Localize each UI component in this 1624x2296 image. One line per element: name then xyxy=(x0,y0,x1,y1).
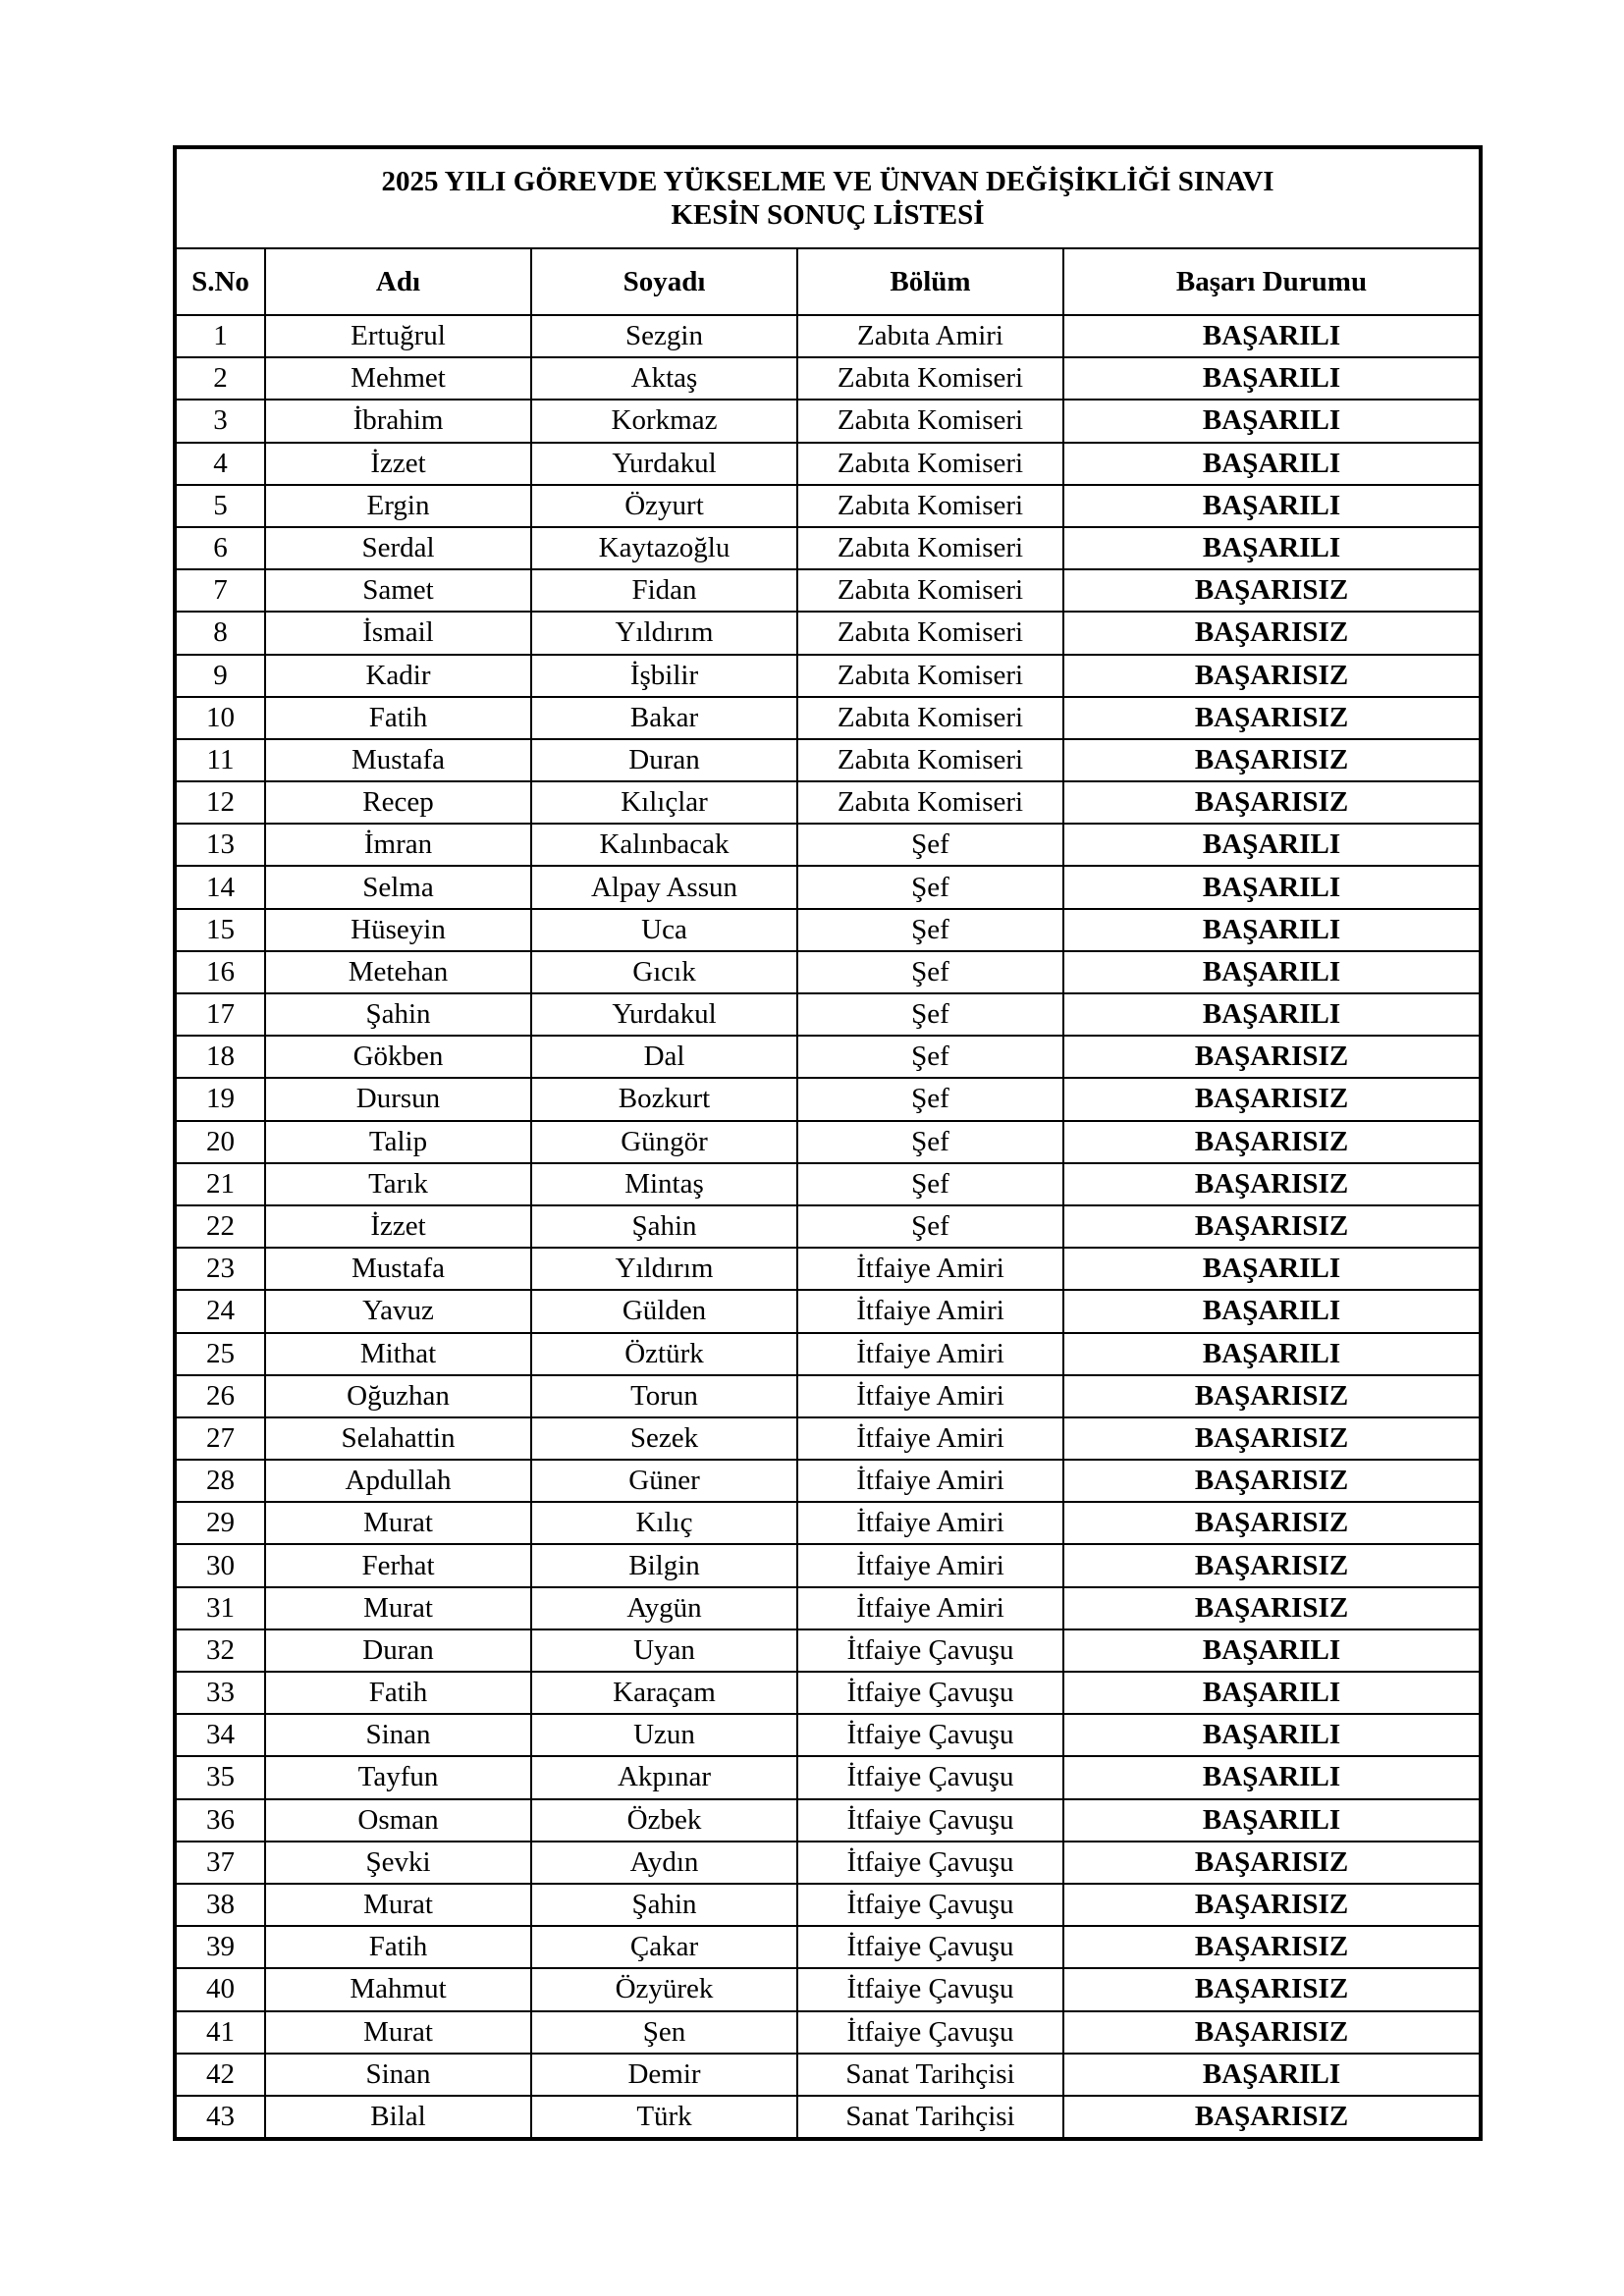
cell-department: İtfaiye Amiri xyxy=(797,1587,1063,1629)
cell-status: BAŞARILI xyxy=(1063,909,1481,951)
cell-status: BAŞARISIZ xyxy=(1063,2096,1481,2139)
cell-name: Mustafa xyxy=(265,739,531,781)
cell-name: Tarık xyxy=(265,1163,531,1205)
cell-sno: 28 xyxy=(175,1460,265,1502)
cell-sno: 41 xyxy=(175,2011,265,2054)
cell-status: BAŞARISIZ xyxy=(1063,1968,1481,2010)
cell-sno: 20 xyxy=(175,1121,265,1163)
cell-name: Sinan xyxy=(265,1714,531,1756)
cell-status: BAŞARILI xyxy=(1063,485,1481,527)
cell-status: BAŞARISIZ xyxy=(1063,569,1481,612)
cell-sno: 9 xyxy=(175,655,265,697)
cell-status: BAŞARILI xyxy=(1063,443,1481,485)
cell-sno: 24 xyxy=(175,1290,265,1332)
cell-sno: 12 xyxy=(175,781,265,824)
cell-department: Şef xyxy=(797,951,1063,993)
cell-name: Gökben xyxy=(265,1036,531,1078)
cell-name: Mustafa xyxy=(265,1248,531,1290)
cell-status: BAŞARILI xyxy=(1063,1799,1481,1842)
table-row xyxy=(175,612,1481,654)
cell-name: Oğuzhan xyxy=(265,1375,531,1417)
cell-sno: 26 xyxy=(175,1375,265,1417)
cell-name: Dursun xyxy=(265,1078,531,1120)
cell-status: BAŞARISIZ xyxy=(1063,1544,1481,1586)
cell-status: BAŞARISIZ xyxy=(1063,697,1481,739)
cell-department: İtfaiye Amiri xyxy=(797,1290,1063,1332)
header-department: Bölüm xyxy=(797,248,1063,315)
table-row xyxy=(175,697,1481,739)
cell-name: İsmail xyxy=(265,612,531,654)
header-surname: Soyadı xyxy=(531,248,797,315)
cell-status: BAŞARILI xyxy=(1063,1290,1481,1332)
table-row xyxy=(175,443,1481,485)
cell-status: BAŞARILI xyxy=(1063,1248,1481,1290)
title-row xyxy=(175,147,1481,248)
table-row xyxy=(175,1544,1481,1586)
cell-name: Osman xyxy=(265,1799,531,1842)
cell-department: İtfaiye Çavuşu xyxy=(797,1756,1063,1798)
cell-name: Apdullah xyxy=(265,1460,531,1502)
cell-surname: İşbilir xyxy=(531,655,797,697)
cell-sno: 25 xyxy=(175,1333,265,1375)
cell-sno: 11 xyxy=(175,739,265,781)
cell-surname: Bilgin xyxy=(531,1544,797,1586)
cell-sno: 15 xyxy=(175,909,265,951)
cell-department: Şef xyxy=(797,993,1063,1036)
table-row xyxy=(175,1842,1481,1884)
cell-surname: Duran xyxy=(531,739,797,781)
cell-name: Şevki xyxy=(265,1842,531,1884)
cell-status: BAŞARISIZ xyxy=(1063,1121,1481,1163)
table-row xyxy=(175,1121,1481,1163)
cell-name: İmran xyxy=(265,824,531,866)
cell-status: BAŞARISIZ xyxy=(1063,1502,1481,1544)
cell-name: Samet xyxy=(265,569,531,612)
cell-sno: 17 xyxy=(175,993,265,1036)
cell-name: Yavuz xyxy=(265,1290,531,1332)
cell-name: Mehmet xyxy=(265,357,531,400)
cell-department: İtfaiye Çavuşu xyxy=(797,1968,1063,2010)
cell-status: BAŞARILI xyxy=(1063,2054,1481,2096)
cell-status: BAŞARILI xyxy=(1063,993,1481,1036)
cell-status: BAŞARISIZ xyxy=(1063,1842,1481,1884)
cell-status: BAŞARILI xyxy=(1063,866,1481,908)
cell-name: Fatih xyxy=(265,1672,531,1714)
table-row xyxy=(175,739,1481,781)
cell-status: BAŞARISIZ xyxy=(1063,739,1481,781)
cell-status: BAŞARISIZ xyxy=(1063,1375,1481,1417)
table-row xyxy=(175,993,1481,1036)
cell-sno: 38 xyxy=(175,1884,265,1926)
table-row xyxy=(175,951,1481,993)
cell-sno: 16 xyxy=(175,951,265,993)
cell-sno: 18 xyxy=(175,1036,265,1078)
cell-department: Şef xyxy=(797,1205,1063,1248)
cell-sno: 29 xyxy=(175,1502,265,1544)
cell-department: Şef xyxy=(797,1078,1063,1120)
cell-name: Murat xyxy=(265,2011,531,2054)
cell-name: Şahin xyxy=(265,993,531,1036)
cell-department: Zabıta Komiseri xyxy=(797,739,1063,781)
cell-surname: Demir xyxy=(531,2054,797,2096)
cell-surname: Gıcık xyxy=(531,951,797,993)
cell-status: BAŞARILI xyxy=(1063,1333,1481,1375)
cell-department: Şef xyxy=(797,909,1063,951)
cell-status: BAŞARILI xyxy=(1063,400,1481,442)
cell-status: BAŞARISIZ xyxy=(1063,781,1481,824)
cell-name: Recep xyxy=(265,781,531,824)
cell-status: BAŞARILI xyxy=(1063,1629,1481,1672)
cell-status: BAŞARISIZ xyxy=(1063,1587,1481,1629)
cell-department: Sanat Tarihçisi xyxy=(797,2096,1063,2139)
cell-surname: Dal xyxy=(531,1036,797,1078)
cell-surname: Gülden xyxy=(531,1290,797,1332)
cell-status: BAŞARISIZ xyxy=(1063,1078,1481,1120)
table-row xyxy=(175,1968,1481,2010)
cell-sno: 32 xyxy=(175,1629,265,1672)
cell-department: Zabıta Komiseri xyxy=(797,400,1063,442)
cell-department: İtfaiye Çavuşu xyxy=(797,1884,1063,1926)
cell-status: BAŞARILI xyxy=(1063,315,1481,357)
cell-surname: Özyurt xyxy=(531,485,797,527)
cell-status: BAŞARISIZ xyxy=(1063,655,1481,697)
cell-status: BAŞARISIZ xyxy=(1063,1036,1481,1078)
cell-department: Zabıta Komiseri xyxy=(797,697,1063,739)
cell-surname: Yurdakul xyxy=(531,443,797,485)
cell-name: Duran xyxy=(265,1629,531,1672)
cell-sno: 30 xyxy=(175,1544,265,1586)
cell-surname: Kılıçlar xyxy=(531,781,797,824)
cell-surname: Çakar xyxy=(531,1926,797,1968)
title-line-2: KESİN SONUÇ LİSTESİ xyxy=(671,199,985,231)
table-row xyxy=(175,1375,1481,1417)
results-table xyxy=(173,145,1483,2141)
cell-department: İtfaiye Amiri xyxy=(797,1460,1063,1502)
cell-surname: Aydın xyxy=(531,1842,797,1884)
cell-name: Ertuğrul xyxy=(265,315,531,357)
cell-status: BAŞARILI xyxy=(1063,1714,1481,1756)
cell-department: Şef xyxy=(797,866,1063,908)
header-name: Adı xyxy=(265,248,531,315)
cell-surname: Bakar xyxy=(531,697,797,739)
cell-surname: Uyan xyxy=(531,1629,797,1672)
cell-sno: 7 xyxy=(175,569,265,612)
cell-status: BAŞARILI xyxy=(1063,527,1481,569)
cell-name: Fatih xyxy=(265,697,531,739)
cell-department: İtfaiye Çavuşu xyxy=(797,1672,1063,1714)
cell-name: Mahmut xyxy=(265,1968,531,2010)
cell-surname: Özbek xyxy=(531,1799,797,1842)
cell-department: İtfaiye Çavuşu xyxy=(797,1714,1063,1756)
cell-department: İtfaiye Amiri xyxy=(797,1248,1063,1290)
cell-department: Şef xyxy=(797,824,1063,866)
table-row xyxy=(175,1205,1481,1248)
cell-name: Murat xyxy=(265,1502,531,1544)
cell-department: İtfaiye Çavuşu xyxy=(797,1799,1063,1842)
cell-sno: 42 xyxy=(175,2054,265,2096)
table-body xyxy=(175,315,1481,2139)
cell-status: BAŞARISIZ xyxy=(1063,1460,1481,1502)
table-row xyxy=(175,2054,1481,2096)
cell-sno: 22 xyxy=(175,1205,265,1248)
column-header-row xyxy=(175,248,1481,315)
table-row xyxy=(175,357,1481,400)
cell-surname: Güngör xyxy=(531,1121,797,1163)
table-row xyxy=(175,1163,1481,1205)
cell-department: Zabıta Komiseri xyxy=(797,357,1063,400)
table-row xyxy=(175,1629,1481,1672)
cell-sno: 34 xyxy=(175,1714,265,1756)
cell-name: Talip xyxy=(265,1121,531,1163)
cell-name: Murat xyxy=(265,1587,531,1629)
table-row xyxy=(175,1248,1481,1290)
cell-sno: 2 xyxy=(175,357,265,400)
cell-sno: 40 xyxy=(175,1968,265,2010)
cell-sno: 4 xyxy=(175,443,265,485)
cell-sno: 31 xyxy=(175,1587,265,1629)
cell-department: İtfaiye Çavuşu xyxy=(797,2011,1063,2054)
cell-name: İzzet xyxy=(265,1205,531,1248)
table-row xyxy=(175,1417,1481,1460)
cell-department: İtfaiye Çavuşu xyxy=(797,1629,1063,1672)
table-row xyxy=(175,1756,1481,1798)
header-status: Başarı Durumu xyxy=(1063,248,1481,315)
cell-sno: 1 xyxy=(175,315,265,357)
cell-surname: Torun xyxy=(531,1375,797,1417)
cell-name: Ergin xyxy=(265,485,531,527)
cell-name: Metehan xyxy=(265,951,531,993)
cell-surname: Şahin xyxy=(531,1884,797,1926)
cell-sno: 19 xyxy=(175,1078,265,1120)
cell-sno: 23 xyxy=(175,1248,265,1290)
cell-status: BAŞARISIZ xyxy=(1063,612,1481,654)
cell-sno: 5 xyxy=(175,485,265,527)
cell-surname: Bozkurt xyxy=(531,1078,797,1120)
cell-surname: Uzun xyxy=(531,1714,797,1756)
cell-surname: Uca xyxy=(531,909,797,951)
table-row xyxy=(175,1460,1481,1502)
cell-surname: Sezgin xyxy=(531,315,797,357)
cell-sno: 35 xyxy=(175,1756,265,1798)
table-row xyxy=(175,569,1481,612)
cell-status: BAŞARILI xyxy=(1063,824,1481,866)
cell-department: Zabıta Komiseri xyxy=(797,527,1063,569)
cell-department: Zabıta Komiseri xyxy=(797,485,1063,527)
cell-name: Mithat xyxy=(265,1333,531,1375)
header-sno: S.No xyxy=(175,248,265,315)
table-row xyxy=(175,1884,1481,1926)
cell-name: İbrahim xyxy=(265,400,531,442)
cell-name: Serdal xyxy=(265,527,531,569)
cell-department: Şef xyxy=(797,1121,1063,1163)
cell-sno: 33 xyxy=(175,1672,265,1714)
cell-status: BAŞARILI xyxy=(1063,1756,1481,1798)
table-row xyxy=(175,1036,1481,1078)
cell-name: Hüseyin xyxy=(265,909,531,951)
cell-name: Tayfun xyxy=(265,1756,531,1798)
cell-department: Zabıta Komiseri xyxy=(797,443,1063,485)
cell-status: BAŞARILI xyxy=(1063,1672,1481,1714)
table-row xyxy=(175,2096,1481,2139)
cell-name: Ferhat xyxy=(265,1544,531,1586)
cell-sno: 8 xyxy=(175,612,265,654)
cell-surname: Aygün xyxy=(531,1587,797,1629)
cell-surname: Kalınbacak xyxy=(531,824,797,866)
cell-sno: 37 xyxy=(175,1842,265,1884)
cell-surname: Karaçam xyxy=(531,1672,797,1714)
cell-sno: 27 xyxy=(175,1417,265,1460)
table-row xyxy=(175,400,1481,442)
cell-department: Zabıta Komiseri xyxy=(797,569,1063,612)
cell-sno: 14 xyxy=(175,866,265,908)
cell-name: Fatih xyxy=(265,1926,531,1968)
cell-sno: 10 xyxy=(175,697,265,739)
cell-surname: Korkmaz xyxy=(531,400,797,442)
table-row xyxy=(175,1926,1481,1968)
cell-surname: Güner xyxy=(531,1460,797,1502)
cell-surname: Şahin xyxy=(531,1205,797,1248)
table-row xyxy=(175,1714,1481,1756)
table-row xyxy=(175,1799,1481,1842)
cell-surname: Kılıç xyxy=(531,1502,797,1544)
cell-sno: 6 xyxy=(175,527,265,569)
cell-surname: Yıldırım xyxy=(531,1248,797,1290)
table-row xyxy=(175,909,1481,951)
cell-surname: Türk xyxy=(531,2096,797,2139)
cell-department: Şef xyxy=(797,1036,1063,1078)
cell-department: Sanat Tarihçisi xyxy=(797,2054,1063,2096)
cell-surname: Akpınar xyxy=(531,1756,797,1798)
table-row xyxy=(175,1290,1481,1332)
cell-status: BAŞARISIZ xyxy=(1063,2011,1481,2054)
cell-surname: Alpay Assun xyxy=(531,866,797,908)
cell-surname: Şen xyxy=(531,2011,797,2054)
cell-department: İtfaiye Amiri xyxy=(797,1333,1063,1375)
table-row xyxy=(175,866,1481,908)
cell-department: İtfaiye Amiri xyxy=(797,1417,1063,1460)
table-row xyxy=(175,1078,1481,1120)
cell-status: BAŞARISIZ xyxy=(1063,1884,1481,1926)
cell-name: İzzet xyxy=(265,443,531,485)
cell-department: Zabıta Komiseri xyxy=(797,781,1063,824)
cell-surname: Sezek xyxy=(531,1417,797,1460)
cell-surname: Özyürek xyxy=(531,1968,797,2010)
cell-surname: Aktaş xyxy=(531,357,797,400)
cell-department: İtfaiye Çavuşu xyxy=(797,1842,1063,1884)
cell-name: Sinan xyxy=(265,2054,531,2096)
cell-sno: 21 xyxy=(175,1163,265,1205)
document-title xyxy=(175,147,1481,248)
cell-sno: 36 xyxy=(175,1799,265,1842)
cell-sno: 13 xyxy=(175,824,265,866)
cell-name: Kadir xyxy=(265,655,531,697)
cell-status: BAŞARISIZ xyxy=(1063,1163,1481,1205)
cell-department: Zabıta Komiseri xyxy=(797,612,1063,654)
cell-name: Selma xyxy=(265,866,531,908)
cell-department: İtfaiye Çavuşu xyxy=(797,1926,1063,1968)
cell-department: Zabıta Komiseri xyxy=(797,655,1063,697)
cell-department: İtfaiye Amiri xyxy=(797,1375,1063,1417)
table-row xyxy=(175,315,1481,357)
cell-status: BAŞARILI xyxy=(1063,951,1481,993)
cell-sno: 39 xyxy=(175,1926,265,1968)
cell-surname: Kaytazoğlu xyxy=(531,527,797,569)
cell-name: Murat xyxy=(265,1884,531,1926)
cell-department: İtfaiye Amiri xyxy=(797,1544,1063,1586)
cell-surname: Yıldırım xyxy=(531,612,797,654)
cell-surname: Öztürk xyxy=(531,1333,797,1375)
cell-surname: Mintaş xyxy=(531,1163,797,1205)
cell-sno: 3 xyxy=(175,400,265,442)
table-row xyxy=(175,781,1481,824)
cell-surname: Fidan xyxy=(531,569,797,612)
table-row xyxy=(175,655,1481,697)
table-row xyxy=(175,485,1481,527)
title-line-1: 2025 YILI GÖREVDE YÜKSELME VE ÜNVAN DEĞİŞİKLİĞİ SINAVI xyxy=(381,166,1274,197)
table-row xyxy=(175,527,1481,569)
cell-department: Şef xyxy=(797,1163,1063,1205)
cell-surname: Yurdakul xyxy=(531,993,797,1036)
cell-department: Zabıta Amiri xyxy=(797,315,1063,357)
cell-name: Selahattin xyxy=(265,1417,531,1460)
table-row xyxy=(175,824,1481,866)
cell-status: BAŞARISIZ xyxy=(1063,1417,1481,1460)
table-row xyxy=(175,1587,1481,1629)
table-row xyxy=(175,1333,1481,1375)
cell-status: BAŞARISIZ xyxy=(1063,1926,1481,1968)
table-row xyxy=(175,1672,1481,1714)
table-row xyxy=(175,1502,1481,1544)
cell-status: BAŞARISIZ xyxy=(1063,1205,1481,1248)
cell-sno: 43 xyxy=(175,2096,265,2139)
cell-name: Bilal xyxy=(265,2096,531,2139)
table-row xyxy=(175,2011,1481,2054)
cell-status: BAŞARILI xyxy=(1063,357,1481,400)
cell-department: İtfaiye Amiri xyxy=(797,1502,1063,1544)
